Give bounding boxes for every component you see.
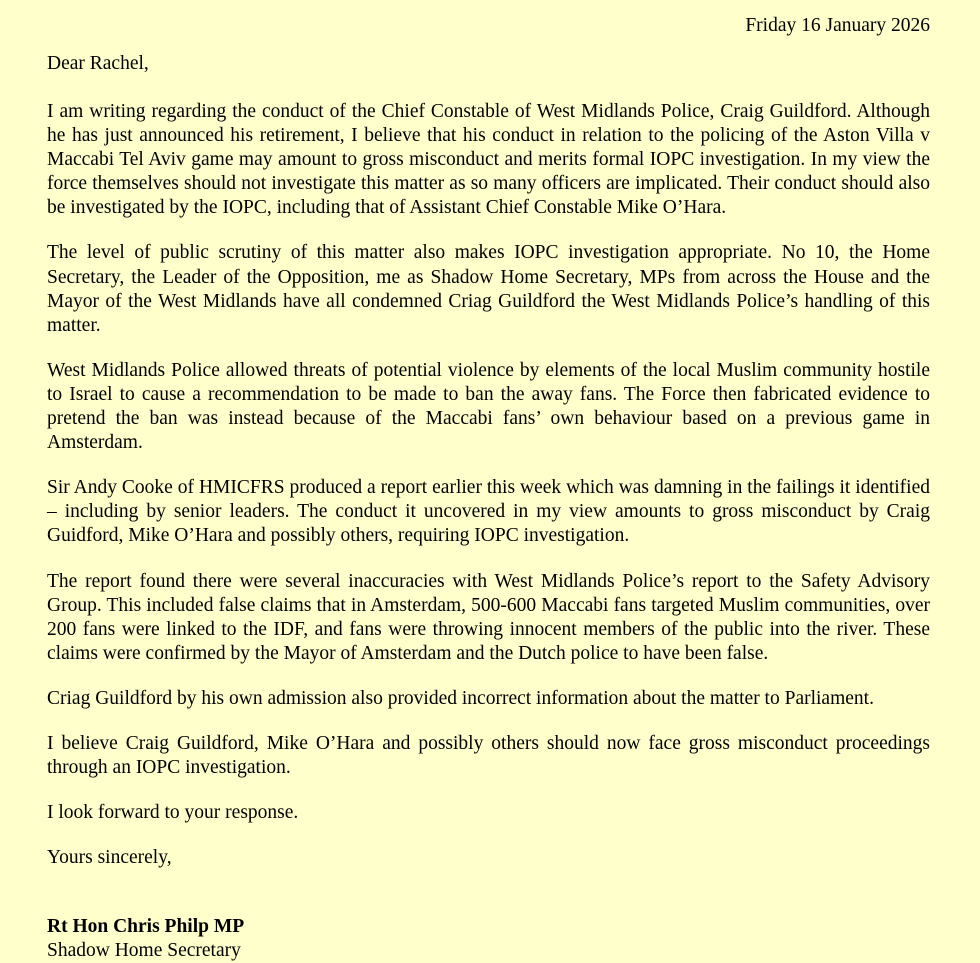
letter-paragraph-5: The report found there were several inaccuracies with West Midlands Police’s report to the Safety Advisory Group. This included false claims that in Amsterdam, 500-600 Maccabi fans targeted Muslim communities, over 200 fans were linked to the IDF, and fans were throwing innocent members of the public into the river. These claims were confirmed by the Mayor of Amsterdam and the Dutch police to have been false. — [47, 570, 930, 664]
letter-paragraph-4: Sir Andy Cooke of HMICFRS produced a report earlier this week which was damning in the failings it identified – including by senior leaders. The conduct it uncovered in my view amounts to gross misconduct by Craig Guidford, Mike O’Hara and possibly others, requiring IOPC investigation. — [47, 477, 930, 547]
letter-paragraph-2: The level of public scrutiny of this matter also makes IOPC investigation appropriate. No 10, the Home Secretary, the Leader of the Opposition, me as Shadow Home Secretary, MPs from across the House and the Mayor of the West Midlands have all condemned Criag Guildford the West Midlands Police’s handling of this matter. — [47, 242, 930, 336]
letter-paragraph-1: I am writing regarding the conduct of the Chief Constable of West Midlands Police, Craig Guildford. Although he has just announced his retirement, I believe that his conduct in relation to the policing of the Aston Villa v Maccabi Tel Aviv game may amount to gross misconduct and merits formal IOPC investigation. In my view the force themselves should not investigate this matter as so many officers are implicated. Their conduct should also be investigated by the IOPC, including that of Assistant Chief Constable Mike O’Hara. — [47, 101, 930, 219]
letter-closing-line: I look forward to your response. — [47, 802, 299, 824]
signature-title: Shadow Home Secretary — [47, 940, 241, 962]
letter-paragraph-6: Criag Guildford by his own admission also provided incorrect information about the matter to Parliament. — [47, 687, 874, 709]
letter-date: Friday 16 January 2026 — [745, 15, 930, 36]
letter-paragraph-7: I believe Craig Guildford, Mike O’Hara and possibly others should now face gross misconduct proceedings through an IOPC investigation. — [47, 732, 930, 779]
letter-paragraph-3: West Midlands Police allowed threats of potential violence by elements of the local Muslim community hostile to Israel to cause a recommendation to be made to ban the away fans. The Force then fabricated evidence to pretend the ban was instead because of the Maccabi fans’ own behaviour based on a previous game in Amsterdam. — [47, 359, 930, 454]
letter-signoff: Yours sincerely, — [47, 847, 172, 869]
signature-name: Rt Hon Chris Philp MP — [47, 916, 245, 938]
letter-salutation: Dear Rachel, — [47, 53, 149, 74]
